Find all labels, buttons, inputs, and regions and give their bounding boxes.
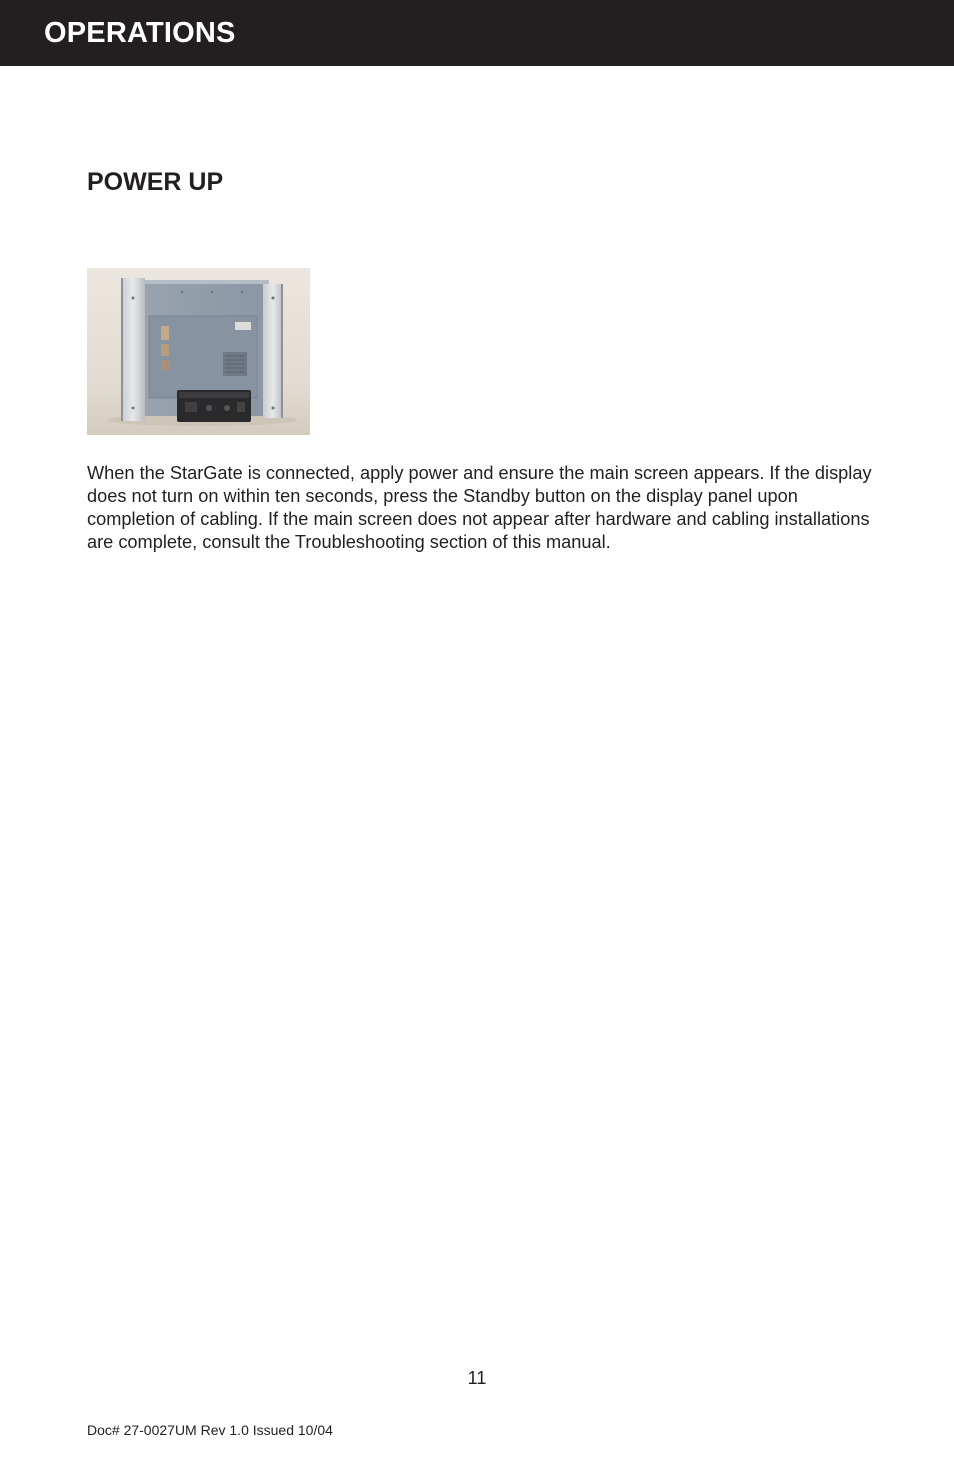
page-section-title: OPERATIONS — [44, 17, 236, 49]
section-heading: POWER UP — [87, 168, 224, 196]
document-info: Doc# 27-0027UM Rev 1.0 Issued 10/04 — [87, 1422, 333, 1438]
body-paragraph: When the StarGate is connected, apply power and ensure the main screen appears. If the display does not turn on within ten seconds, press the Standby button on the display panel upon completion of cabling. If the main screen does not appear after hardware and cabling installations are complete, consult the Troubleshooting section of this manual. — [87, 463, 872, 552]
header-bar — [0, 0, 954, 66]
monitor-rear-photo — [87, 268, 310, 435]
page-number: 11 — [467, 1368, 487, 1388]
